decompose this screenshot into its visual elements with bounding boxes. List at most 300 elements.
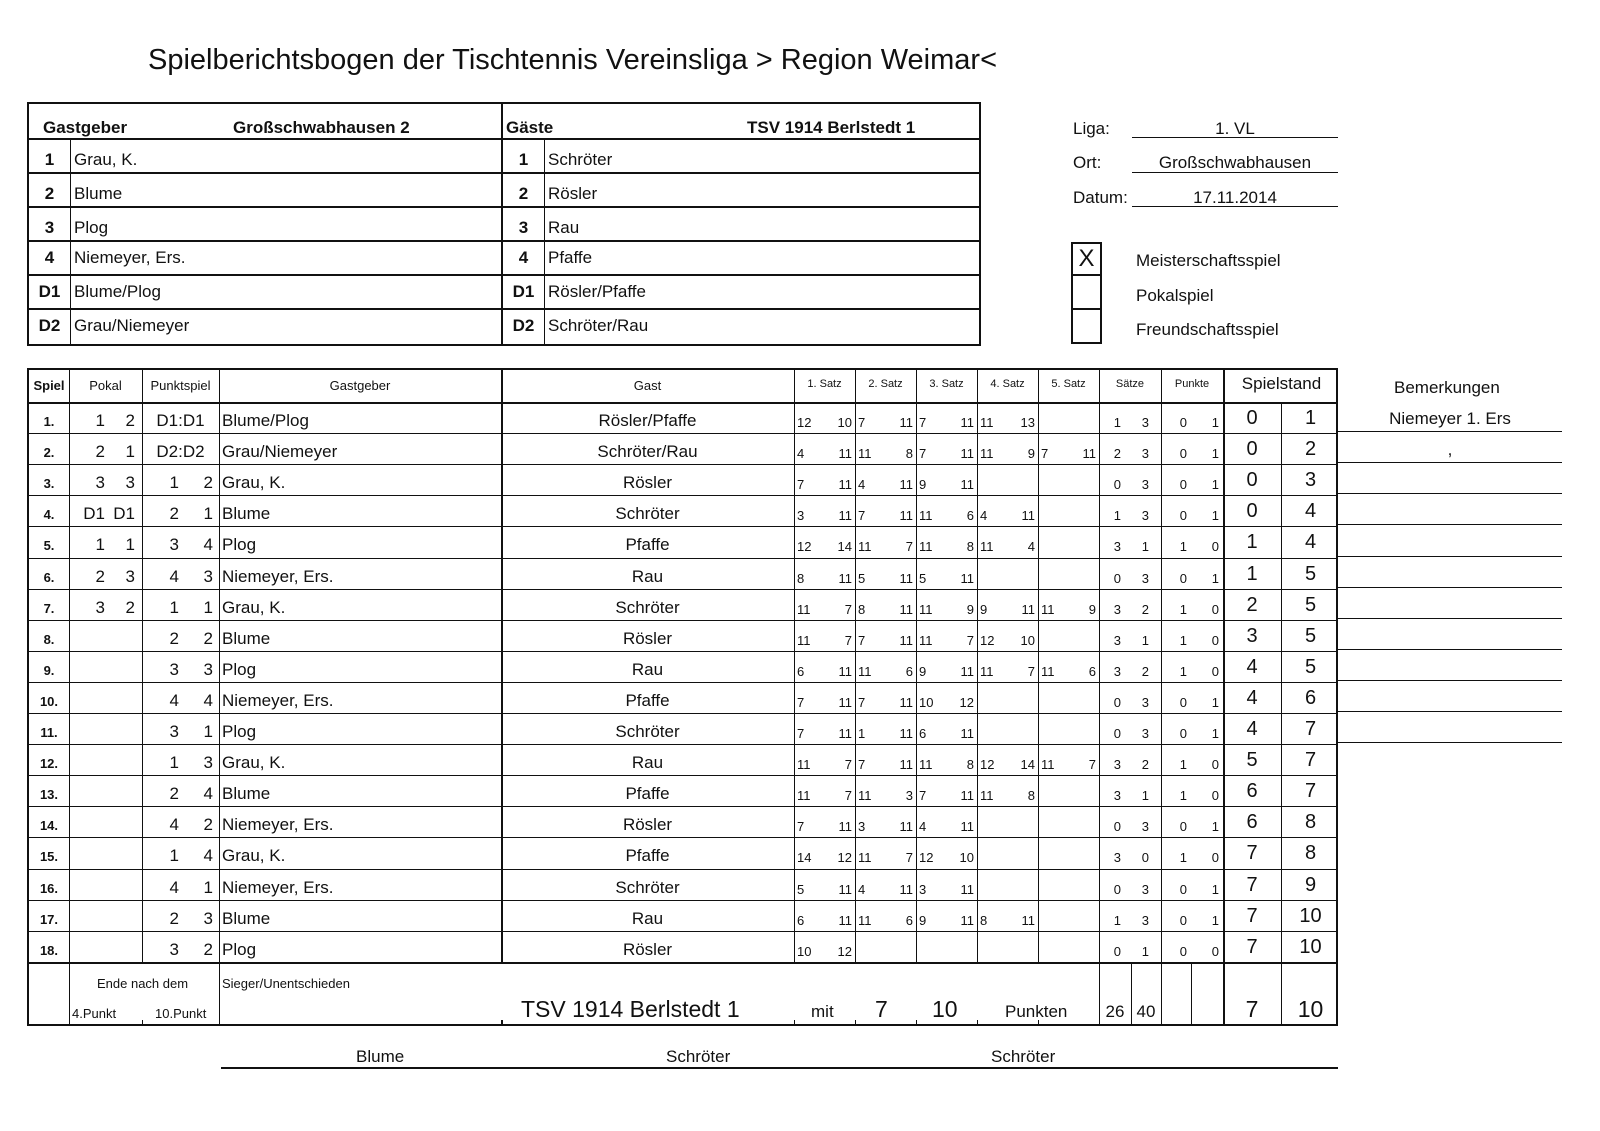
saetze-guest: 3: [1141, 477, 1149, 493]
punkte-guest: 1: [1211, 726, 1219, 741]
set-host-score: 4: [797, 446, 805, 462]
saetze-host: 0: [1113, 570, 1121, 586]
saetze-guest: 3: [1141, 508, 1149, 524]
host-player-no: D1: [38, 282, 61, 301]
signature-host: Blume: [356, 1047, 405, 1066]
total-saetze-host: 26: [1105, 1001, 1125, 1021]
set-host-score: 7: [797, 819, 805, 835]
set-guest-score: 11: [899, 694, 913, 710]
punkten-label: Punkten: [1005, 1001, 1068, 1021]
set-host-score: 9: [919, 912, 927, 928]
punkte-host: 1: [1179, 788, 1187, 804]
spielstand-guest: 9: [1304, 873, 1317, 896]
saetze-host: 3: [1113, 757, 1121, 773]
host-player-no: 4: [44, 248, 55, 267]
guest-label: Gäste: [506, 118, 554, 137]
set-host-score: 7: [919, 415, 927, 430]
saetze-guest: 3: [1141, 570, 1149, 586]
spielstand-host: 4: [1246, 718, 1258, 740]
set-host-score: 9: [919, 477, 927, 493]
game-guest-player: Pfaffe: [625, 535, 670, 555]
col-pokal-header: Pokal: [89, 378, 122, 393]
col-spiel-header: Spiel: [33, 378, 65, 393]
set-host-score: 12: [980, 757, 995, 773]
col-gast-header: Gast: [633, 378, 662, 393]
set-host-score: 11: [919, 539, 933, 555]
punkte-host: 0: [1179, 508, 1187, 524]
set-host-score: 12: [797, 539, 812, 555]
saetze-guest: 1: [1141, 539, 1149, 555]
set-host-score: 10: [919, 694, 934, 710]
set-guest-score: 11: [1082, 446, 1096, 462]
punktspiel-guest: 4: [203, 846, 213, 866]
spielstand-guest: 8: [1304, 811, 1317, 834]
game-grid: [27, 368, 1338, 1026]
spielstand-host: 3: [1246, 624, 1258, 647]
set-host-score: 8: [858, 601, 866, 617]
pokal-label: Pokalspiel: [1136, 286, 1214, 305]
pokal-guest: 3: [125, 473, 135, 493]
set-guest-score: 11: [960, 726, 974, 741]
set-guest-score: 7: [1027, 663, 1035, 679]
punkte-host: 0: [1179, 819, 1187, 835]
set-host-score: 6: [797, 663, 805, 679]
guest-player-no: 3: [518, 218, 529, 237]
saetze-guest: 3: [1141, 694, 1149, 710]
col-satz-header: 3. Satz: [929, 378, 964, 390]
punktspiel-guest: 1: [203, 877, 213, 897]
game-host-player: Blume: [222, 908, 271, 928]
set-guest-score: 11: [960, 446, 974, 462]
set-host-score: 8: [980, 912, 988, 928]
spielstand-guest: 2: [1304, 438, 1317, 461]
set-host-score: 11: [858, 788, 872, 804]
signature-guest: Schröter: [666, 1047, 731, 1066]
host-label: Gastgeber: [43, 118, 128, 137]
set-host-score: 11: [858, 912, 872, 928]
saetze-guest: 2: [1141, 757, 1149, 773]
punktspiel-pairing: D2:D2: [156, 442, 205, 462]
spielstand-guest: 10: [1299, 935, 1322, 958]
set-guest-score: 7: [844, 601, 852, 617]
set-guest-score: 11: [838, 446, 852, 462]
meisterschaft-checkbox[interactable]: X: [1071, 242, 1102, 276]
punktspiel-guest: 4: [203, 784, 213, 804]
spielstand-host: 7: [1246, 842, 1258, 865]
set-guest-score: 6: [905, 663, 913, 679]
punktspiel-guest: 4: [203, 535, 213, 555]
saetze-guest: 2: [1141, 601, 1149, 617]
set-host-score: 11: [1041, 757, 1055, 773]
punktspiel-guest: 3: [203, 659, 213, 679]
guest-player-no: 2: [518, 184, 529, 203]
game-number: 16.: [39, 880, 59, 896]
col-punkte-header: Punkte: [1174, 378, 1210, 390]
saetze-host: 1: [1113, 508, 1121, 524]
col-satz-header: 5. Satz: [1051, 378, 1086, 390]
game-guest-player: Rösler: [622, 939, 673, 959]
set-guest-score: 10: [1020, 632, 1035, 648]
set-guest-score: 11: [838, 726, 852, 741]
saetze-guest: 0: [1141, 850, 1149, 866]
set-host-score: 11: [797, 632, 811, 648]
spielstand-guest: 5: [1304, 593, 1317, 616]
set-guest-score: 11: [899, 601, 913, 617]
saetze-host: 0: [1113, 726, 1121, 741]
set-guest-score: 11: [838, 819, 852, 835]
spielstand-guest: 4: [1304, 500, 1317, 523]
saetze-host: 0: [1113, 881, 1121, 897]
punkte-guest: 0: [1211, 601, 1219, 617]
punkte-host: 0: [1179, 446, 1187, 462]
col-punktspiel-header: Punktspiel: [150, 378, 211, 393]
set-host-score: 3: [919, 881, 927, 897]
pokal-guest: 1: [125, 442, 135, 462]
set-guest-score: 11: [899, 726, 913, 741]
bemerkungen-header: Bemerkungen: [1394, 378, 1500, 397]
set-host-score: 11: [919, 601, 933, 617]
set-guest-score: 11: [960, 819, 974, 835]
set-guest-score: 11: [960, 663, 974, 679]
set-guest-score: 11: [899, 477, 913, 493]
punkte-host: 0: [1179, 694, 1187, 710]
punkte-guest: 1: [1211, 819, 1219, 835]
set-host-score: 11: [980, 539, 994, 555]
set-guest-score: 11: [1021, 508, 1035, 524]
set-host-score: 3: [797, 508, 805, 524]
ende-label: Ende nach dem: [97, 975, 189, 991]
set-host-score: 5: [797, 881, 805, 897]
set-host-score: 7: [858, 508, 866, 524]
set-guest-score: 11: [838, 570, 852, 586]
punktspiel-pairing: D1:D1: [156, 411, 205, 430]
punktspiel-host: 1: [169, 473, 179, 493]
punktspiel-host: 1: [169, 753, 179, 773]
set-guest-score: 11: [960, 415, 974, 430]
punktspiel-guest: 2: [203, 473, 213, 493]
punkte-guest: 1: [1211, 912, 1219, 928]
freundschaft-label: Freundschaftsspiel: [1136, 320, 1279, 339]
game-guest-player: Pfaffe: [625, 690, 670, 710]
set-guest-score: 11: [899, 881, 913, 897]
saetze-host: 0: [1113, 694, 1121, 710]
punkte-guest: 1: [1211, 881, 1219, 897]
punkte-host: 0: [1179, 570, 1187, 586]
set-guest-score: 12: [837, 943, 852, 959]
freundschaft-checkbox[interactable]: [1071, 310, 1102, 344]
saetze-guest: 3: [1141, 415, 1149, 430]
punkte-host: 1: [1179, 850, 1187, 866]
punkte-host: 0: [1179, 415, 1187, 430]
set-guest-score: 8: [1027, 788, 1035, 804]
pokal-guest: 2: [125, 411, 135, 430]
game-host-player: Niemeyer, Ers.: [222, 815, 334, 835]
set-host-score: 7: [919, 788, 927, 804]
host-player-no: D2: [38, 316, 61, 335]
punktspiel-host: 3: [169, 659, 179, 679]
spielstand-guest: 6: [1304, 686, 1317, 709]
set-guest-score: 12: [959, 694, 974, 710]
set-host-score: 7: [858, 415, 866, 430]
ende-punkt10: 10.Punkt: [155, 1005, 207, 1021]
game-number: 6.: [43, 569, 55, 585]
set-host-score: 7: [797, 477, 805, 493]
set-host-score: 12: [980, 632, 995, 648]
pokal-host: 1: [95, 411, 105, 430]
punktspiel-host: 4: [169, 815, 179, 835]
game-host-player: Grau, K.: [222, 597, 286, 617]
set-host-score: 6: [797, 912, 805, 928]
mit-label: mit: [811, 1001, 834, 1021]
game-number: 7.: [43, 600, 55, 616]
set-host-score: 4: [919, 819, 927, 835]
signature-referee: Schröter: [991, 1047, 1056, 1066]
guest-player-no: D2: [512, 316, 535, 335]
game-host-player: Blume: [222, 628, 271, 648]
set-guest-score: 6: [1088, 663, 1096, 679]
pokal-guest: D1: [113, 504, 135, 524]
col-satz-header: 1. Satz: [807, 378, 842, 390]
set-host-score: 11: [797, 788, 811, 804]
host-player-name: Grau, K.: [74, 150, 138, 169]
spielstand-guest: 7: [1304, 780, 1317, 803]
guest-player-name: Rösler: [548, 184, 598, 203]
spielstand-guest: 5: [1304, 655, 1317, 678]
spielstand-host: 4: [1246, 686, 1258, 709]
punkte-guest: 0: [1211, 539, 1219, 555]
saetze-host: 0: [1113, 943, 1121, 959]
set-host-score: 11: [980, 788, 994, 804]
punkte-guest: 0: [1211, 663, 1219, 679]
spielstand-host: 6: [1246, 780, 1258, 803]
punkte-guest: 1: [1211, 477, 1219, 493]
set-guest-score: 11: [1021, 912, 1035, 928]
punkte-host: 0: [1179, 477, 1187, 493]
set-host-score: 7: [858, 632, 866, 648]
pokal-host: 3: [95, 597, 105, 617]
set-guest-score: 7: [844, 788, 852, 804]
spielstand-guest: 10: [1299, 904, 1322, 927]
punkte-host: 1: [1179, 632, 1187, 648]
saetze-host: 0: [1113, 819, 1121, 835]
punktspiel-guest: 2: [203, 939, 213, 959]
datum-value: 17.11.2014: [1193, 188, 1277, 207]
set-guest-score: 8: [905, 446, 913, 462]
game-guest-player: Schröter: [615, 597, 680, 617]
game-host-player: Grau, K.: [222, 753, 286, 773]
game-host-player: Niemeyer, Ers.: [222, 690, 334, 710]
set-guest-score: 11: [899, 632, 913, 648]
spielstand-host: 1: [1246, 562, 1258, 585]
set-guest-score: 9: [1027, 446, 1035, 462]
saetze-host: 3: [1113, 601, 1121, 617]
saetze-guest: 3: [1141, 819, 1149, 835]
set-host-score: 9: [919, 663, 927, 679]
spielstand-guest: 7: [1304, 749, 1317, 772]
set-host-score: 11: [980, 446, 994, 462]
saetze-host: 3: [1113, 539, 1121, 555]
spielstand-host: 0: [1246, 469, 1258, 492]
punktspiel-host: 4: [169, 566, 179, 586]
saetze-host: 1: [1113, 415, 1121, 430]
set-guest-score: 4: [1027, 539, 1035, 555]
set-guest-score: 11: [960, 477, 974, 493]
set-guest-score: 11: [838, 663, 852, 679]
punktspiel-host: 2: [169, 784, 179, 804]
set-guest-score: 11: [899, 819, 913, 835]
set-guest-score: 11: [838, 912, 852, 928]
spielstand-host: 1: [1246, 531, 1258, 554]
set-guest-score: 11: [960, 912, 974, 928]
punkte-guest: 1: [1211, 415, 1219, 430]
set-host-score: 11: [980, 415, 994, 430]
set-guest-score: 11: [960, 570, 974, 586]
winner-name: TSV 1914 Berlstedt 1: [521, 995, 740, 1022]
host-player-no: 3: [44, 218, 55, 237]
remark-text: ,: [1447, 440, 1453, 460]
set-host-score: 9: [980, 601, 988, 617]
punkte-guest: 1: [1211, 570, 1219, 586]
spielstand-host: 2: [1246, 593, 1258, 616]
game-number: 9.: [43, 662, 55, 678]
game-guest-player: Pfaffe: [625, 846, 670, 866]
game-host-player: Blume/Plog: [222, 411, 309, 430]
spielstand-host: 7: [1246, 935, 1258, 958]
total-saetze-guest: 40: [1136, 1001, 1156, 1021]
game-number: 3.: [43, 476, 55, 492]
guest-player-name: Schröter: [548, 150, 613, 169]
set-host-score: 11: [858, 446, 872, 462]
col-gastgeber-header: Gastgeber: [329, 378, 391, 393]
game-host-player: Grau/Niemeyer: [222, 442, 338, 462]
punktspiel-host: 1: [169, 597, 179, 617]
pokal-host: 1: [95, 535, 105, 555]
game-guest-player: Schröter/Rau: [597, 442, 698, 462]
saetze-host: 2: [1113, 446, 1121, 462]
game-guest-player: Rau: [631, 753, 664, 773]
page-title: Spielberichtsbogen der Tischtennis Vereinsliga > Region Weimar<: [148, 44, 998, 76]
ende-punkt4: 4.Punkt: [72, 1005, 117, 1021]
set-host-score: 4: [858, 477, 866, 493]
saetze-host: 0: [1113, 477, 1121, 493]
game-guest-player: Schröter: [615, 722, 680, 741]
pokal-host: 2: [95, 566, 105, 586]
game-host-player: Grau, K.: [222, 846, 286, 866]
signature-line: [221, 1067, 1338, 1069]
set-guest-score: 7: [905, 850, 913, 866]
set-host-score: 7: [1041, 446, 1049, 462]
set-host-score: 11: [1041, 663, 1055, 679]
punktspiel-host: 3: [169, 535, 179, 555]
game-host-player: Plog: [222, 722, 257, 741]
punktspiel-host: 3: [169, 939, 179, 959]
punkte-host: 0: [1179, 881, 1187, 897]
ort-value: Großschwabhausen: [1158, 153, 1312, 172]
saetze-host: 3: [1113, 850, 1121, 866]
saetze-guest: 3: [1141, 726, 1149, 741]
spielstand-guest: 1: [1304, 407, 1317, 429]
spielstand-host: 0: [1246, 438, 1258, 461]
set-host-score: 11: [919, 632, 933, 648]
set-host-score: 7: [797, 694, 805, 710]
punkte-host: 1: [1179, 757, 1187, 773]
sieger-label: Sieger/Unentschieden: [222, 975, 350, 991]
set-guest-score: 9: [966, 601, 974, 617]
punkte-host: 1: [1179, 539, 1187, 555]
set-guest-score: 7: [844, 632, 852, 648]
saetze-guest: 1: [1141, 788, 1149, 804]
punkte-host: 1: [1179, 601, 1187, 617]
punktspiel-host: 4: [169, 877, 179, 897]
final-stand-guest: 10: [1297, 995, 1324, 1022]
meisterschaft-label: Meisterschaftsspiel: [1136, 251, 1281, 270]
game-number: 8.: [43, 631, 55, 647]
game-number: 15.: [39, 849, 59, 865]
punkte-host: 0: [1179, 912, 1187, 928]
game-number: 12.: [39, 756, 59, 772]
col-satz-header: 2. Satz: [868, 378, 903, 390]
punktspiel-guest: 4: [203, 690, 213, 710]
col-satz-header: 4. Satz: [990, 378, 1025, 390]
game-number: 1.: [43, 414, 55, 429]
set-host-score: 10: [797, 943, 812, 959]
set-guest-score: 14: [1020, 757, 1035, 773]
set-host-score: 5: [919, 570, 927, 586]
guest-player-name: Rösler/Pfaffe: [548, 282, 646, 301]
saetze-guest: 2: [1141, 663, 1149, 679]
game-number: 17.: [39, 911, 59, 927]
col-saetze-header: Sätze: [1115, 378, 1145, 390]
liga-value: 1. VL: [1215, 119, 1255, 138]
game-number: 5.: [43, 538, 55, 554]
set-host-score: 1: [858, 726, 866, 741]
punktspiel-guest: 1: [203, 597, 213, 617]
set-host-score: 7: [919, 446, 927, 462]
spielstand-host: 7: [1246, 904, 1258, 927]
set-guest-score: 6: [905, 912, 913, 928]
saetze-host: 3: [1113, 663, 1121, 679]
punktspiel-host: 3: [169, 722, 179, 741]
pokal-checkbox[interactable]: [1071, 276, 1102, 310]
set-guest-score: 10: [837, 415, 852, 430]
spielstand-host: 4: [1246, 655, 1258, 678]
final-stand-host: 7: [1245, 995, 1259, 1022]
set-host-score: 11: [797, 757, 811, 773]
saetze-guest: 1: [1141, 943, 1149, 959]
game-host-player: Plog: [222, 659, 257, 679]
game-guest-player: Pfaffe: [625, 784, 670, 804]
set-host-score: 7: [797, 726, 805, 741]
set-host-score: 11: [858, 539, 872, 555]
set-host-score: 11: [797, 601, 811, 617]
game-number: 4.: [43, 507, 55, 523]
set-host-score: 4: [980, 508, 988, 524]
datum-label: Datum:: [1073, 188, 1128, 207]
set-guest-score: 7: [1088, 757, 1096, 773]
punktspiel-guest: 3: [203, 753, 213, 773]
game-host-player: Grau, K.: [222, 473, 286, 493]
guest-player-name: Pfaffe: [548, 248, 593, 267]
host-player-name: Niemeyer, Ers.: [74, 248, 186, 267]
set-guest-score: 11: [838, 694, 852, 710]
game-guest-player: Schröter: [615, 504, 680, 524]
set-guest-score: 11: [960, 788, 974, 804]
set-host-score: 11: [919, 757, 933, 773]
remark-text: Niemeyer 1. Ers: [1389, 409, 1511, 428]
game-guest-player: Rösler/Pfaffe: [598, 411, 697, 430]
set-guest-score: 11: [899, 415, 913, 430]
spielstand-host: 5: [1246, 749, 1258, 772]
